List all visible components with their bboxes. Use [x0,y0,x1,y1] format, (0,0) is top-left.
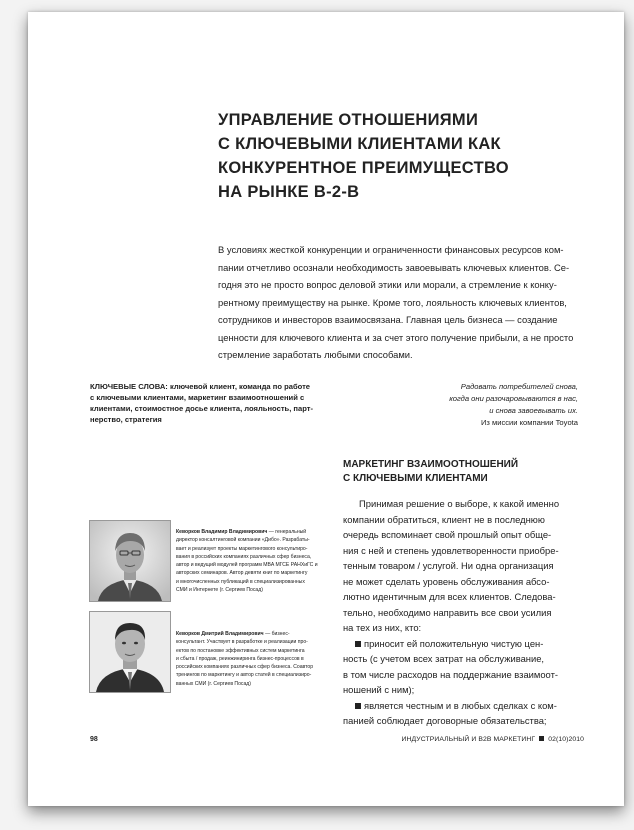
bio-line: российских компаниях различных сфер бизнеса. Соавтор [176,664,314,671]
portrait-image [90,521,170,601]
bio-line: ванных СМИ (г. Сергиев Посад) [176,680,251,687]
lead-line: пании отчетливо осознали необходимость завоевывать ключевых клиентов. Се- [218,261,570,273]
bio-text: — генеральный [268,529,307,535]
body-line: не может сделать уровень обслуживания абсо- [343,575,550,587]
epigraph [328,381,578,429]
bio-line [176,630,326,638]
author-photo-2 [89,611,171,693]
bullet-square-icon [355,641,361,647]
keywords-line: КЛЮЧЕВЫЕ СЛОВА: ключевой клиент, команда по работе [90,382,311,391]
body-line: ность (с учетом всех затрат на обслуживание, [343,653,545,664]
bio-line: СМИ и Интернете (г. Сергиев Посад) [176,587,263,594]
separator-square-icon [539,736,544,741]
body-line: на тех из них, кто: [343,622,422,633]
body-line: компании обратиться, клиент не в последнюю [343,513,545,525]
author-name: Кеворков Владимир Владимирович [176,529,268,535]
journal-name: ИНДУСТРИАЛЬНЫЙ И B2B МАРКЕТИНГ [401,736,536,743]
issue-number: 02(10)2010 [548,736,584,743]
bio-line: и сбыта / продаж, реинжиниринга бизнес-процессов в [176,655,304,662]
keywords-block [90,381,320,425]
author-name: Кеворков Дмитрий Владимирович [176,631,264,637]
bio-line: ектов по постановке эффективных систем маркетинга [176,647,305,654]
section-heading-line: МАРКЕТИНГ ВЗАИМООТНОШЕНИЙ [343,459,519,470]
body-line: ношений с ним); [343,684,415,695]
lead-line: рентному преимуществу на рынке. Кроме того, лояльность ключевых клиентов, [218,296,567,308]
bullet-square-icon [355,703,361,709]
bullet-item [343,636,583,652]
body-line: является честным и в любых сделках с ком- [364,699,557,711]
epigraph-line: Радовать потребителей снова, [460,382,578,391]
lead-line: сотрудников и инвесторов взаимосвязана. Главная цель бизнеса — создание [218,314,558,325]
author-photo-1 [89,520,171,602]
bio-line: консультант. Участвует в разработке и реализации про- [176,639,308,646]
body-line: панией соблюдает договорные обязательства; [343,715,547,726]
epigraph-source: Из миссии компании Toyota [480,418,578,427]
body-line: очередь вспоминает свой прошлый опыт обще- [343,529,552,540]
bio-line: тренингов по маркетингу и автор статей в специализиро- [176,672,312,679]
lead-line: В условиях жесткой конкуренции и ограниченности финансовых ресурсов ком- [218,244,564,255]
epigraph-line: когда они разочаровываются в нас, [449,394,578,403]
page-number: 98 [90,736,98,743]
bio-line: директор консалтинговой компании «Дибо». Разрабаты- [176,537,310,544]
body-line: тенным товаром / услугой. Ни одна организация [343,560,554,571]
keywords-line: нерство, стратегия [90,415,162,424]
lead-line: годня это не просто вопрос деловой этики или морали, а стремление к конку- [218,279,557,290]
section-heading [343,458,583,486]
bio-line [176,528,326,536]
body-line: ния с ней и степень удовлетворенности приобре- [343,544,559,556]
bio-line: автор и ведущий модулей программ MBA МГСЕ РАНХиГС и [176,562,318,569]
bio-line: вает и реализует проекты маркетингового консультиро- [176,545,308,552]
running-footer [402,736,585,743]
author-bio-1 [176,528,326,594]
body-line: тельно, необходимо направить все свои усилия [343,606,552,618]
keywords-line: клиентами, стоимостное досье клиента, лояльность, парт- [90,404,314,413]
body-line: Принимая решение о выборе, к какой именно [359,498,560,509]
body-line: в том числе расходов на поддержание взаимоот- [343,668,558,680]
section-heading-line: С КЛЮЧЕВЫМИ КЛИЕНТАМИ [343,473,488,484]
bio-line: вания в российских компаниях различных сфер бизнеса, [176,553,312,560]
body-line: лютно идентичным для всех клиентов. Следова- [343,591,556,602]
body-line: приносит ей положительную чистую цен- [364,637,544,649]
lead-line: ценности для ключевого клиента и за счет этого получение прибыли, а не просто [218,331,574,343]
title-line: НА РЫНКЕ B-2-B [218,183,360,201]
lead-line: стремление заработать любыми способами. [218,349,413,360]
bio-line: и многочисленных публикаций в специализированных [176,578,305,585]
bullet-item [343,698,583,714]
bio-line: авторских семинаров. Автор девяти книг по маркетингу [176,570,308,577]
bio-text: — бизнес- [265,631,290,637]
title-line: КОНКУРЕНТНОЕ ПРЕИМУЩЕСТВО [218,159,509,177]
epigraph-line: и снова завоевывать их. [489,406,578,415]
keywords-line: с ключевыми клиентами, маркетинг взаимоотношений с [90,393,305,402]
author-bio-2 [176,630,326,688]
title-line: С КЛЮЧЕВЫМИ КЛИЕНТАМИ КАК [218,135,501,153]
article-title [218,108,578,204]
lead-paragraph [218,241,580,364]
portrait-image [90,612,170,692]
body-column [343,496,583,729]
title-line: УПРАВЛЕНИЕ ОТНОШЕНИЯМИ [218,111,479,129]
